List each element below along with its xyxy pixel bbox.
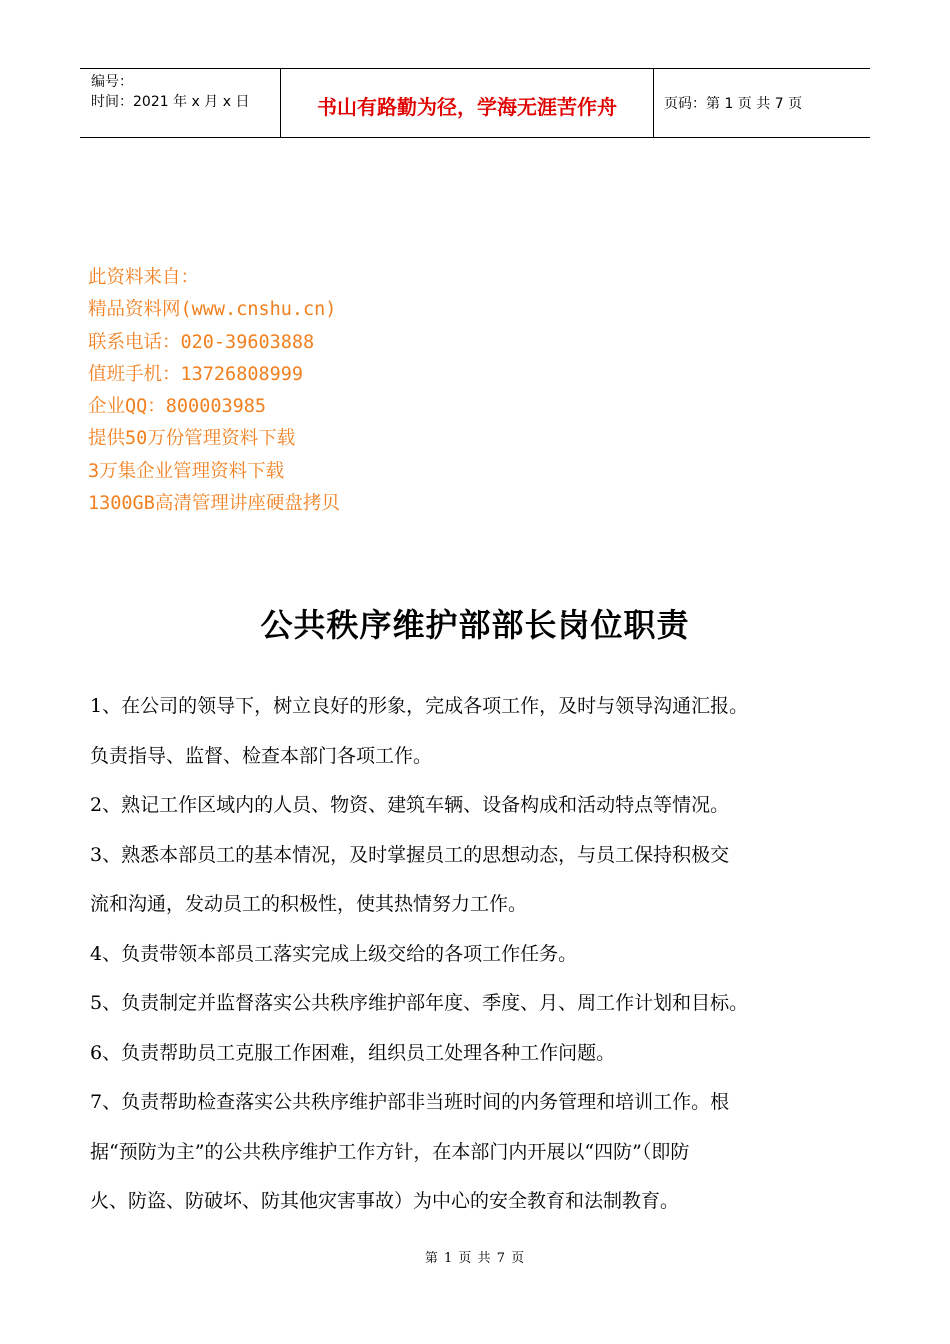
body-line: 4、负责带领本部员工落实完成上级交给的各项工作任务。 (90, 942, 578, 965)
body-line: 5、负责制定并监督落实公共秩序维护部年度、季度、月、周工作计划和目标。 (90, 992, 749, 1014)
source-line: 精品资料网(www.cnshu.cn) (88, 299, 337, 321)
page-title: 公共秩序维护部部长岗位职责 (260, 606, 690, 644)
source-line: 1300GB高清管理讲座硬盘拷贝 (88, 493, 340, 515)
header-number-label: 编号： (91, 74, 133, 90)
header-left-cell (80, 69, 281, 137)
body-line: 流和沟通，发动员工的积极性，使其热情努力工作。 (90, 893, 528, 915)
header-motto: 书山有路勤为径，学海无涯苦作舟 (281, 69, 654, 137)
header-time-label: 时间：2021 年 x 月 x 日 (91, 94, 250, 110)
document-body (90, 682, 880, 1227)
source-line: 提供50万份管理资料下载 (88, 428, 296, 450)
body-line: 3、熟悉本部员工的基本情况，及时掌握员工的思想动态，与员工保持积极交 (90, 843, 730, 866)
body-line: 7、负责帮助检查落实公共秩序维护部非当班时间的内务管理和培训工作。根 (90, 1091, 730, 1113)
source-line: 此资料来自： (88, 267, 200, 288)
source-block (88, 262, 340, 520)
page-footer: 第 1 页 共 7 页 (424, 1251, 526, 1266)
body-line: 负责指导、监督、检查本部门各项工作。 (90, 744, 433, 767)
body-line: 据“预防为主”的公共秩序维护工作方针，在本部门内开展以“四防”（即防 (90, 1140, 690, 1163)
source-line: 企业QQ：800003985 (88, 396, 267, 418)
body-line: 1、在公司的领导下，树立良好的形象，完成各项工作，及时与领导沟通汇报。 (90, 695, 749, 717)
source-line: 联系电话：020-39603888 (88, 331, 315, 353)
header-table (80, 68, 870, 138)
source-line: 3万集企业管理资料下载 (88, 460, 285, 482)
source-line: 值班手机：13726808999 (88, 363, 304, 385)
header-page-info: 页码：第 1 页 共 7 页 (664, 96, 803, 112)
body-line: 2、熟记工作区域内的人员、物资、建筑车辆、设备构成和活动特点等情况。 (90, 794, 730, 816)
body-line: 6、负责帮助员工克服工作困难，组织员工处理各种工作问题。 (90, 1041, 616, 1064)
body-line: 火、防盗、防破坏、防其他灾害事故）为中心的安全教育和法制教育。 (90, 1190, 680, 1212)
